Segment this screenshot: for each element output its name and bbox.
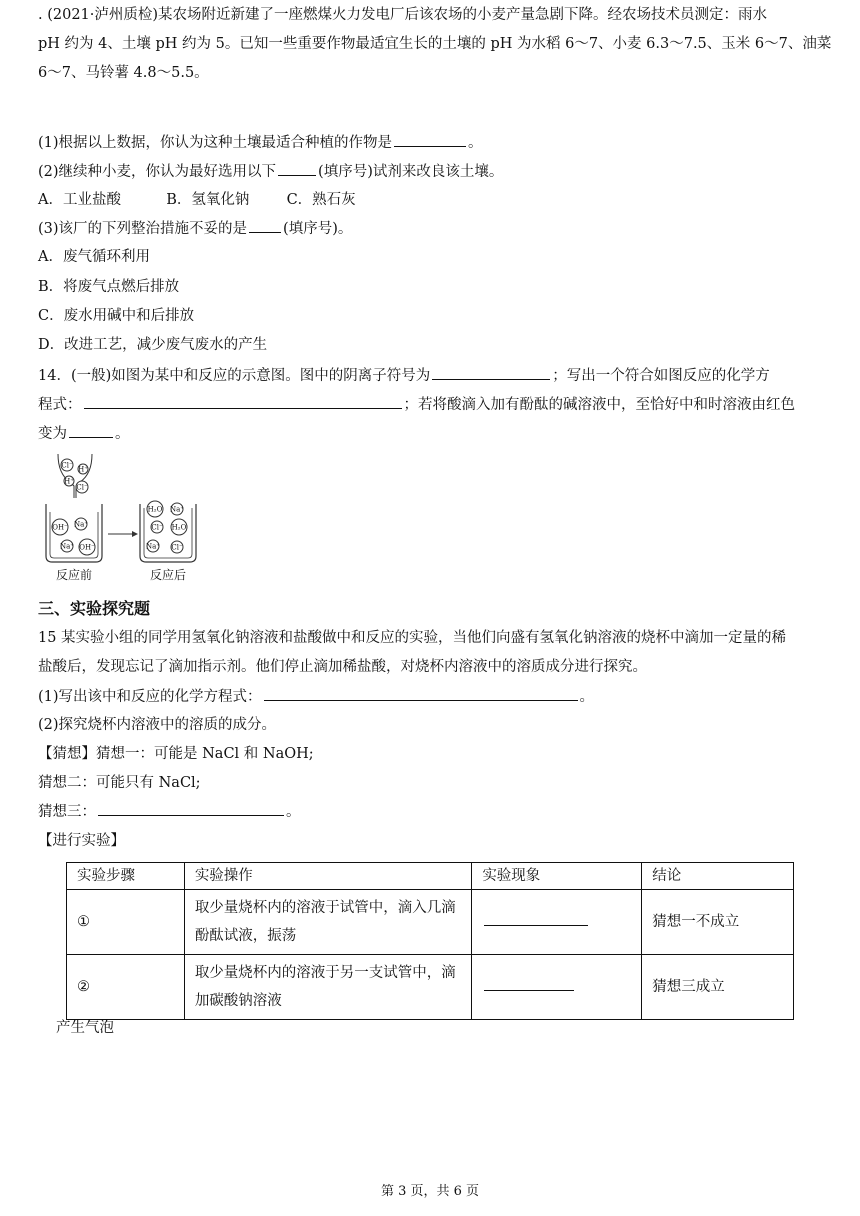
q14-prefix: 14．(一般)如图为某中和反应的示意图。图中的阴离子符号为 [38, 368, 431, 384]
q13-sub1-prefix: (1)根据以上数据，你认为这种土壤最适合种植的作物是 [38, 135, 393, 151]
phenomenon-cell[interactable] [472, 955, 642, 1020]
q13-sub3 [38, 218, 352, 240]
before-ion-1 [52, 519, 68, 535]
stray-answer-text: 产生气泡 [56, 1020, 114, 1036]
operation-line: 加碳酸钠溶液 [194, 993, 282, 1009]
option-a: A．工业盐酸 [38, 192, 121, 208]
q14-mid: ；写出一个符合如图反应的化学方 [552, 368, 770, 384]
before-ion-2 [74, 518, 88, 530]
answer-blank[interactable] [84, 394, 402, 409]
before-label: 反应前 [55, 568, 93, 582]
svg-text:Na⁺: Na⁺ [170, 505, 184, 514]
table-header-row [67, 863, 794, 890]
experiment-title: 【进行实验】 [38, 833, 125, 849]
svg-text:Cl⁻: Cl⁻ [171, 543, 183, 552]
header-phenomenon: 实验现象 [472, 863, 642, 890]
drop-ion-4 [76, 481, 88, 493]
operation-cell [184, 890, 472, 955]
drop-ion-2 [78, 464, 88, 474]
q13-sub2-suffix: (填序号)试剂来改良该土壤。 [318, 164, 504, 180]
q15-part1 [38, 686, 594, 708]
q13-option-b: B．将废气点燃后排放 [38, 279, 180, 295]
q14-line2 [38, 394, 795, 416]
section-heading: 三、实验探究题 [38, 599, 151, 618]
after-ion-5 [146, 540, 160, 552]
q13-option-d: D．改进工艺，减少废气废水的产生 [38, 337, 268, 353]
conclusion-cell: 猜想三成立 [642, 955, 794, 1020]
q13-text-line1: . (2021·泸州质检)某农场附近新建了一座燃煤火力发电厂后该农场的小麦产量急剧下降。经农场技术员测定：雨水 [38, 7, 768, 23]
operation-line: 取少量烧杯内的溶液于试管中，滴入几滴 [194, 900, 456, 916]
experiment-table [66, 862, 794, 1020]
svg-text:Na⁺: Na⁺ [146, 542, 160, 551]
q14-line1 [38, 365, 770, 387]
svg-text:H⁺: H⁺ [78, 465, 88, 474]
svg-text:OH⁻: OH⁻ [79, 543, 95, 552]
svg-text:Cl⁻: Cl⁻ [151, 523, 163, 532]
answer-blank[interactable] [278, 161, 316, 176]
svg-text:Cl⁻: Cl⁻ [76, 483, 88, 492]
table-row [67, 955, 794, 1020]
q13-sub2-prefix: (2)继续种小麦，你认为最好选用以下 [38, 164, 277, 180]
header-step: 实验步骤 [67, 863, 185, 890]
header-conclusion: 结论 [642, 863, 794, 890]
q13-sub2 [38, 161, 503, 183]
table-row [67, 890, 794, 955]
svg-text:Na⁺: Na⁺ [74, 520, 88, 529]
svg-text:H₂O: H₂O [171, 523, 187, 532]
drop-ion-1 [61, 459, 73, 471]
phenomenon-cell[interactable] [472, 890, 642, 955]
operation-cell [184, 955, 472, 1020]
before-ion-3 [60, 540, 74, 552]
step-cell: ① [67, 890, 185, 955]
q14-line3 [38, 423, 130, 445]
answer-blank[interactable] [249, 218, 281, 233]
option-c: C．熟石灰 [286, 192, 356, 208]
answer-blank[interactable] [484, 911, 588, 926]
q14-equation-label: 程式： [38, 397, 82, 413]
answer-blank[interactable] [394, 132, 466, 147]
after-ion-2 [170, 503, 184, 515]
q13-sub2-options [38, 189, 356, 211]
svg-text:OH⁻: OH⁻ [52, 523, 68, 532]
q15-part1-prefix: (1)写出该中和反应的化学方程式： [38, 689, 262, 705]
q13-option-a: A．废气循环利用 [38, 249, 150, 265]
q15-guess1: 【猜想】猜想一：可能是 NaCl 和 NaOH; [38, 746, 314, 762]
answer-blank[interactable] [264, 686, 578, 701]
q15-line2: 盐酸后，发现忘记了滴加指示剂。他们停止滴加稀盐酸，对烧杯内溶液中的溶质成分进行探究。 [38, 659, 647, 675]
q14-line2-rest: ；若将酸滴入加有酚酞的碱溶液中，至恰好中和时溶液由红色 [403, 397, 795, 413]
operation-line: 酚酞试液，振荡 [194, 928, 297, 944]
after-ion-6 [171, 541, 183, 553]
q13-sub3-prefix: (3)该厂的下列整治措施不妥的是 [38, 221, 248, 237]
operation-line: 取少量烧杯内的溶液于另一支试管中，滴 [194, 965, 456, 981]
header-operation: 实验操作 [184, 863, 472, 890]
q13-sub1-suffix: 。 [468, 135, 483, 151]
answer-blank[interactable] [69, 423, 113, 438]
after-ion-4 [171, 519, 187, 535]
neutralization-diagram [40, 452, 210, 584]
page-footer: 第 3 页，共 6 页 [380, 1184, 480, 1199]
q15-line1: 15 某实验小组的同学用氢氧化钠溶液和盐酸做中和反应的实验，当他们向盛有氢氧化钠溶液的烧杯中滴加一定量的稀 [38, 630, 787, 646]
drop-ion-3 [64, 476, 74, 486]
q15-part1-suffix: 。 [579, 689, 595, 705]
svg-text:H₂O: H₂O [147, 505, 163, 514]
after-ion-1 [147, 501, 163, 517]
svg-text:H⁺: H⁺ [64, 477, 74, 486]
svg-text:Cl⁻: Cl⁻ [61, 461, 73, 470]
q15-guess3-prefix: 猜想三： [38, 804, 96, 820]
q15-guess3 [38, 801, 301, 823]
q13-option-c: C．废水用碱中和后排放 [38, 308, 195, 324]
answer-blank[interactable] [98, 801, 284, 816]
after-ion-3 [151, 521, 163, 533]
answer-blank[interactable] [432, 365, 550, 380]
q15-part2: (2)探究烧杯内溶液中的溶质的成分。 [38, 717, 277, 733]
q13-sub3-suffix: (填序号)。 [283, 221, 353, 237]
answer-blank[interactable] [484, 976, 574, 991]
q13-text-line2: pH 约为 4、土壤 pH 约为 5。已知一些重要作物最适宜生长的土壤的 pH 为水稻 6～7、小麦 6.3～7.5、玉米 6～7、油菜 [38, 36, 832, 52]
step-cell: ② [67, 955, 185, 1020]
q14-end: 。 [115, 426, 130, 442]
q14-color-label: 变为 [38, 426, 67, 442]
svg-text:Na⁺: Na⁺ [60, 542, 74, 551]
q13-text-line3: 6～7、马铃薯 4.8～5.5。 [38, 65, 209, 81]
option-b: B．氢氧化钠 [166, 192, 250, 208]
after-label: 反应后 [149, 568, 187, 582]
q15-guess2: 猜想二：可能只有 NaCl; [38, 775, 201, 791]
q15-guess3-suffix: 。 [286, 804, 301, 820]
conclusion-cell: 猜想一不成立 [642, 890, 794, 955]
before-ion-4 [79, 539, 95, 555]
q13-sub1 [38, 132, 483, 154]
